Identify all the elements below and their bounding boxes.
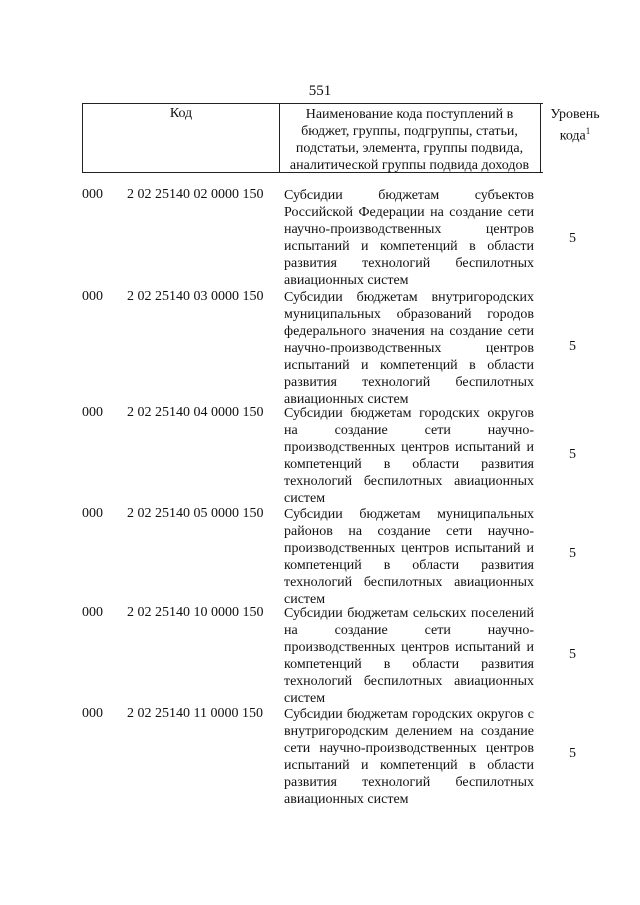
row-level: 5 <box>569 447 576 462</box>
row-code: 2 02 25140 03 0000 150 <box>127 289 264 304</box>
row-level: 5 <box>569 339 576 354</box>
row-code: 2 02 25140 11 0000 150 <box>127 706 263 721</box>
header-level <box>542 106 608 145</box>
row-name: Субсидии бюджетам внутригородских муниципальных образований городов федерального значения на создание сети научно-производственных центров испытаний и компетенций в области развития технологий беспилотных авиационных систем <box>284 290 534 407</box>
row-name: Субсидии бюджетам городских округов на создание сети научно-производственных центров испытаний и компетенций в области развития технологий беспилотных авиационных систем <box>284 406 534 506</box>
row-level: 5 <box>569 231 576 246</box>
row-code: 2 02 25140 10 0000 150 <box>127 605 264 620</box>
row-code: 2 02 25140 04 0000 150 <box>127 405 264 420</box>
row-code: 2 02 25140 02 0000 150 <box>127 187 264 202</box>
table-header <box>82 103 600 173</box>
row-num: 000 <box>82 405 103 420</box>
row-num: 000 <box>82 706 103 721</box>
header-divider-2 <box>540 104 541 172</box>
header-divider-1 <box>279 104 280 172</box>
header-code: Код <box>169 106 193 121</box>
row-name: Субсидии бюджетам субъектов Российской Федерации на создание сети научно-производственных центров испытаний и компетенций в области развития технологий беспилотных авиационных систем <box>284 188 534 288</box>
page-number: 551 <box>308 83 332 99</box>
header-name: Наименование кода поступлений в бюджет, группы, подгруппы, статьи, подстатьи, элемента, группы подвида, аналитической группы подвида доходов <box>289 107 530 173</box>
row-num: 000 <box>82 289 103 304</box>
row-num: 000 <box>82 187 103 202</box>
row-level: 5 <box>569 746 576 761</box>
footnote-mark: 1 <box>585 126 591 136</box>
row-name: Субсидии бюджетам муниципальных районов на создание сети научно-производственных центров испытаний и компетенций в области развития технологий беспилотных авиационных систем <box>284 507 534 607</box>
row-num: 000 <box>82 506 103 521</box>
row-level: 5 <box>569 546 576 561</box>
header-level-label: Уровень кода <box>550 107 600 144</box>
row-name: Субсидии бюджетам сельских поселений на создание сети научно-производственных центров испытаний и компетенций в области развития технологий беспилотных авиационных систем <box>284 606 534 706</box>
row-name: Субсидии бюджетам городских округов с внутригородским делением на создание сети научно-производственных центров испытаний и компетенций в области развития технологий беспилотных авиационных систем <box>284 707 534 807</box>
row-code: 2 02 25140 05 0000 150 <box>127 506 264 521</box>
row-num: 000 <box>82 605 103 620</box>
row-level: 5 <box>569 647 576 662</box>
